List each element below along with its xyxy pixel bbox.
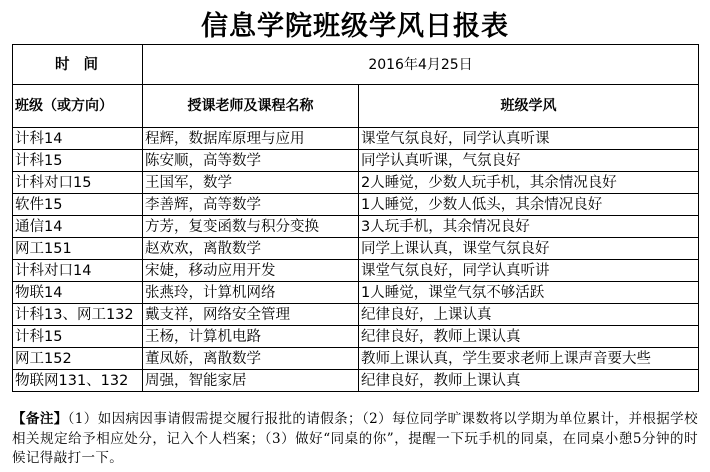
row-class: 计科对口15 xyxy=(13,172,143,194)
remarks xyxy=(12,410,698,469)
row-class: 计科14 xyxy=(13,128,143,150)
row-class-style: 教师上课认真，学生要求老师上课声音要大些 xyxy=(359,348,699,370)
row-teacher-course: 董凤娇，离散数学 xyxy=(143,348,359,370)
row-class-style: 课堂气氛良好，同学认真听讲 xyxy=(359,260,699,282)
row-class-style: 纪律良好，上课认真 xyxy=(359,304,699,326)
row-class-style: 1人睡觉，少数人低头，其余情况良好 xyxy=(359,194,699,216)
row-class-style: 1人睡觉，课堂气氛不够活跃 xyxy=(359,282,699,304)
table-row xyxy=(13,304,699,326)
page-title: 信息学院班级学风日报表 xyxy=(201,11,509,42)
time-label: 时间 xyxy=(13,45,143,85)
row-teacher-course: 戴支祥，网络安全管理 xyxy=(143,304,359,326)
row-teacher-course: 程辉，数据库原理与应用 xyxy=(143,128,359,150)
row-teacher-course: 宋婕，移动应用开发 xyxy=(143,260,359,282)
row-class: 计科15 xyxy=(13,326,143,348)
row-class: 通信14 xyxy=(13,216,143,238)
table-row xyxy=(13,150,699,172)
report-date: 2016年4月25日 xyxy=(143,45,699,85)
row-class-style: 课堂气氛良好，同学认真听课 xyxy=(359,128,699,150)
table-row xyxy=(13,238,699,260)
table-row xyxy=(13,348,699,370)
row-class-style: 纪律良好，教师上课认真 xyxy=(359,370,699,392)
row-teacher-course: 王杨，计算机电路 xyxy=(143,326,359,348)
header-class: 班级（或方向） xyxy=(13,85,143,128)
row-class: 软件15 xyxy=(13,194,143,216)
table-row xyxy=(13,260,699,282)
table-row xyxy=(13,282,699,304)
row-class: 物联14 xyxy=(13,282,143,304)
remarks-label: 【备注】 xyxy=(12,411,68,427)
row-class-style: 2人睡觉，少数人玩手机，其余情况良好 xyxy=(359,172,699,194)
row-teacher-course: 赵欢欢，离散数学 xyxy=(143,238,359,260)
table-row xyxy=(13,370,699,392)
row-class: 网工151 xyxy=(13,238,143,260)
time-row xyxy=(13,45,699,85)
table-row xyxy=(13,194,699,216)
table-row xyxy=(13,172,699,194)
header-class-style: 班级学风 xyxy=(359,85,699,128)
table-row xyxy=(13,128,699,150)
row-class: 计科13、网工132 xyxy=(13,304,143,326)
row-class-style: 同学认真听课，气氛良好 xyxy=(359,150,699,172)
daily-report-table xyxy=(12,44,699,392)
row-class-style: 3人玩手机，其余情况良好 xyxy=(359,216,699,238)
row-teacher-course: 陈安顺，高等数学 xyxy=(143,150,359,172)
table-row xyxy=(13,216,699,238)
header-teacher-course: 授课老师及课程名称 xyxy=(143,85,359,128)
row-teacher-course: 张燕玲，计算机网络 xyxy=(143,282,359,304)
table-row xyxy=(13,326,699,348)
row-teacher-course: 李善辉，高等数学 xyxy=(143,194,359,216)
header-row xyxy=(13,85,699,128)
remarks-text: （1）如因病因事请假需提交履行报批的请假条；（2）每位同学旷课数将以学期为单位累计，并根据学校相关规定给予相应处分，记入个人档案；（3）做好“同桌的你”，提醒一下玩手机的同桌，在同桌小憩5分钟的时候记得敲打一下。 xyxy=(12,411,698,466)
row-class: 计科15 xyxy=(13,150,143,172)
row-class: 物联网131、132 xyxy=(13,370,143,392)
row-teacher-course: 周强，智能家居 xyxy=(143,370,359,392)
row-class-style: 纪律良好，教师上课认真 xyxy=(359,326,699,348)
row-teacher-course: 王国军，数学 xyxy=(143,172,359,194)
row-class-style: 同学上课认真，课堂气氛良好 xyxy=(359,238,699,260)
row-class: 网工152 xyxy=(13,348,143,370)
row-teacher-course: 方芳，复变函数与积分变换 xyxy=(143,216,359,238)
row-class: 计科对口14 xyxy=(13,260,143,282)
